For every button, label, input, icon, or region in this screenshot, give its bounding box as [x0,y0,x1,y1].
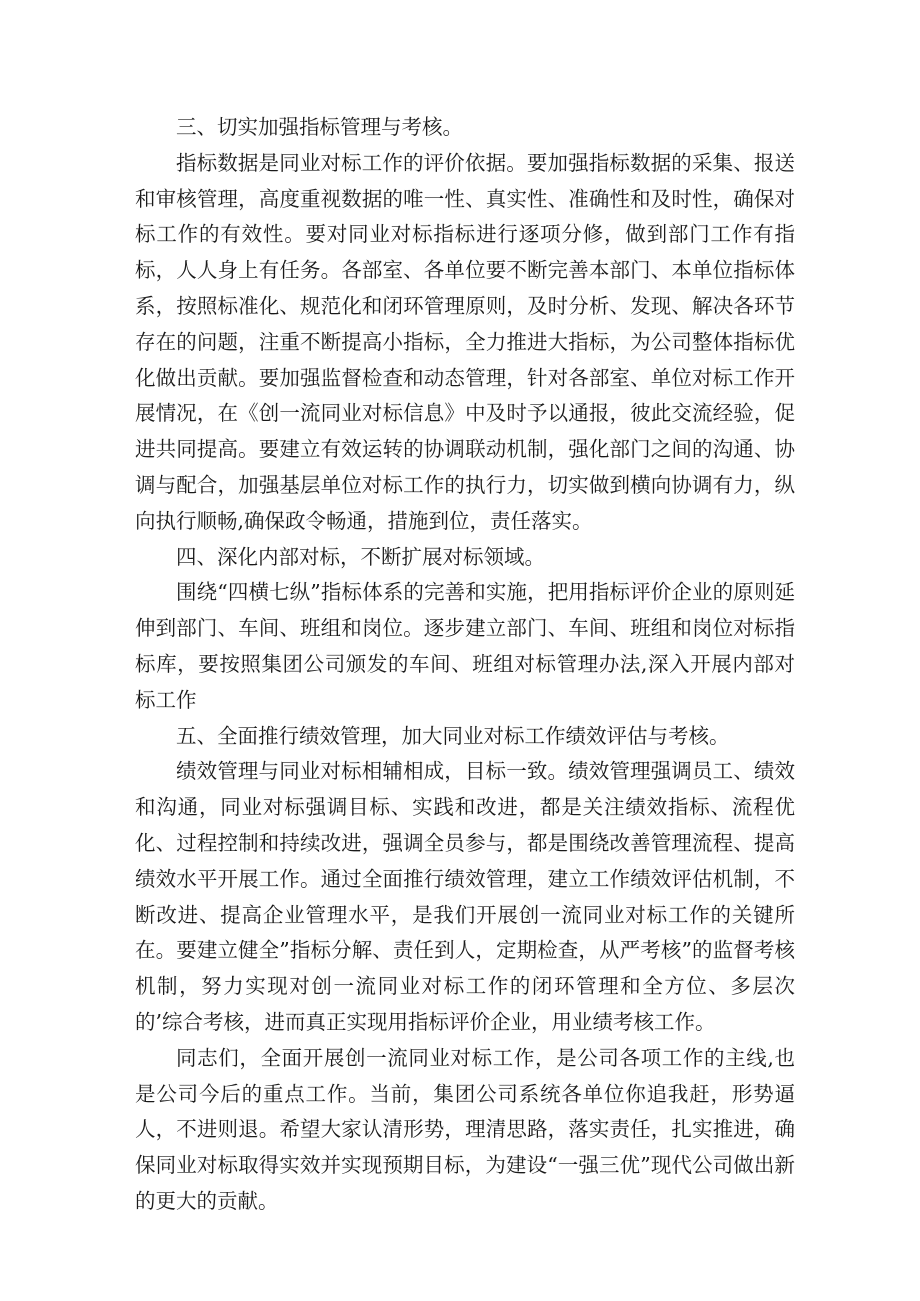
section-3-paragraph: 指标数据是同业对标工作的评价依据。要加强指标数据的采集、报送和审核管理，高度重视数据的唯一性、真实性、准确性和及时性，确保对标工作的有效性。要对同业对标指标进行逐项分修，做到部门工作有指标，人人身上有任务。各部室、各单位要不断完善本部门、本单位指标体系，按照标准化、规范化和闭环管理原则，及时分析、发现、解决各环节存在的问题，注重不断提高小指标，全力推进大指标，为公司整体指标优化做出贡献。要加强监督检查和动态管理，针对各部室、单位对标工作开展情况，在《创一流同业对标信息》中及时予以通报，彼此交流经验，促进共同提高。要建立有效运转的协调联动机制，强化部门之间的沟通、协调与配合，加强基层单位对标工作的执行力，切实做到横向协调有力，纵向执行顺畅,确保政令畅通，措施到位，责任落实。 [135,150,795,533]
closing-paragraph: 同志们，全面开展创一流同业对标工作，是公司各项工作的主线,也是公司今后的重点工作。当前，集团公司系统各单位你追我赶，形势逼人，不进则退。希望大家认清形势，理清思路，落实责任，扎实推进，确保同业对标取得实效并实现预期目标，为建设“一强三优”现代公司做出新的更大的贡献。 [135,1045,795,1213]
document-body [135,110,795,1220]
section-5-paragraph: 绩效管理与同业对标相辅相成，目标一致。绩效管理强调员工、绩效和沟通，同业对标强调目标、实践和改进，都是关注绩效指标、流程优化、过程控制和持续改进，强调全员参与，都是围绕改善管理流程、提高绩效水平开展工作。通过全面推行绩效管理，建立工作绩效评估机制，不断改进、提高企业管理水平，是我们开展创一流同业对标工作的关键所在。要建立健全”指标分解、责任到人，定期检查，从严考核”的监督考核机制，努力实现对创一流同业对标工作的闭环管理和全方位、多层次的’综合考核，进而真正实现用指标评价企业，用业绩考核工作。 [135,759,795,1034]
section-4-paragraph: 围绕“四横七纵”指标体系的完善和实施，把用指标评价企业的原则延伸到部门、车间、班组和岗位。逐步建立部门、车间、班组和岗位对标指标库，要按照集团公司颁发的车间、班组对标管理办法,深入开展内部对标工作 [135,580,795,712]
section-heading-5: 五、全面推行绩效管理，加大同业对标工作绩效评估与考核。 [176,723,730,748]
section-heading-4: 四、深化内部对标，不断扩展对标领域。 [176,544,545,569]
section-heading-3: 三、切实加强指标管理与考核。 [176,115,463,139]
